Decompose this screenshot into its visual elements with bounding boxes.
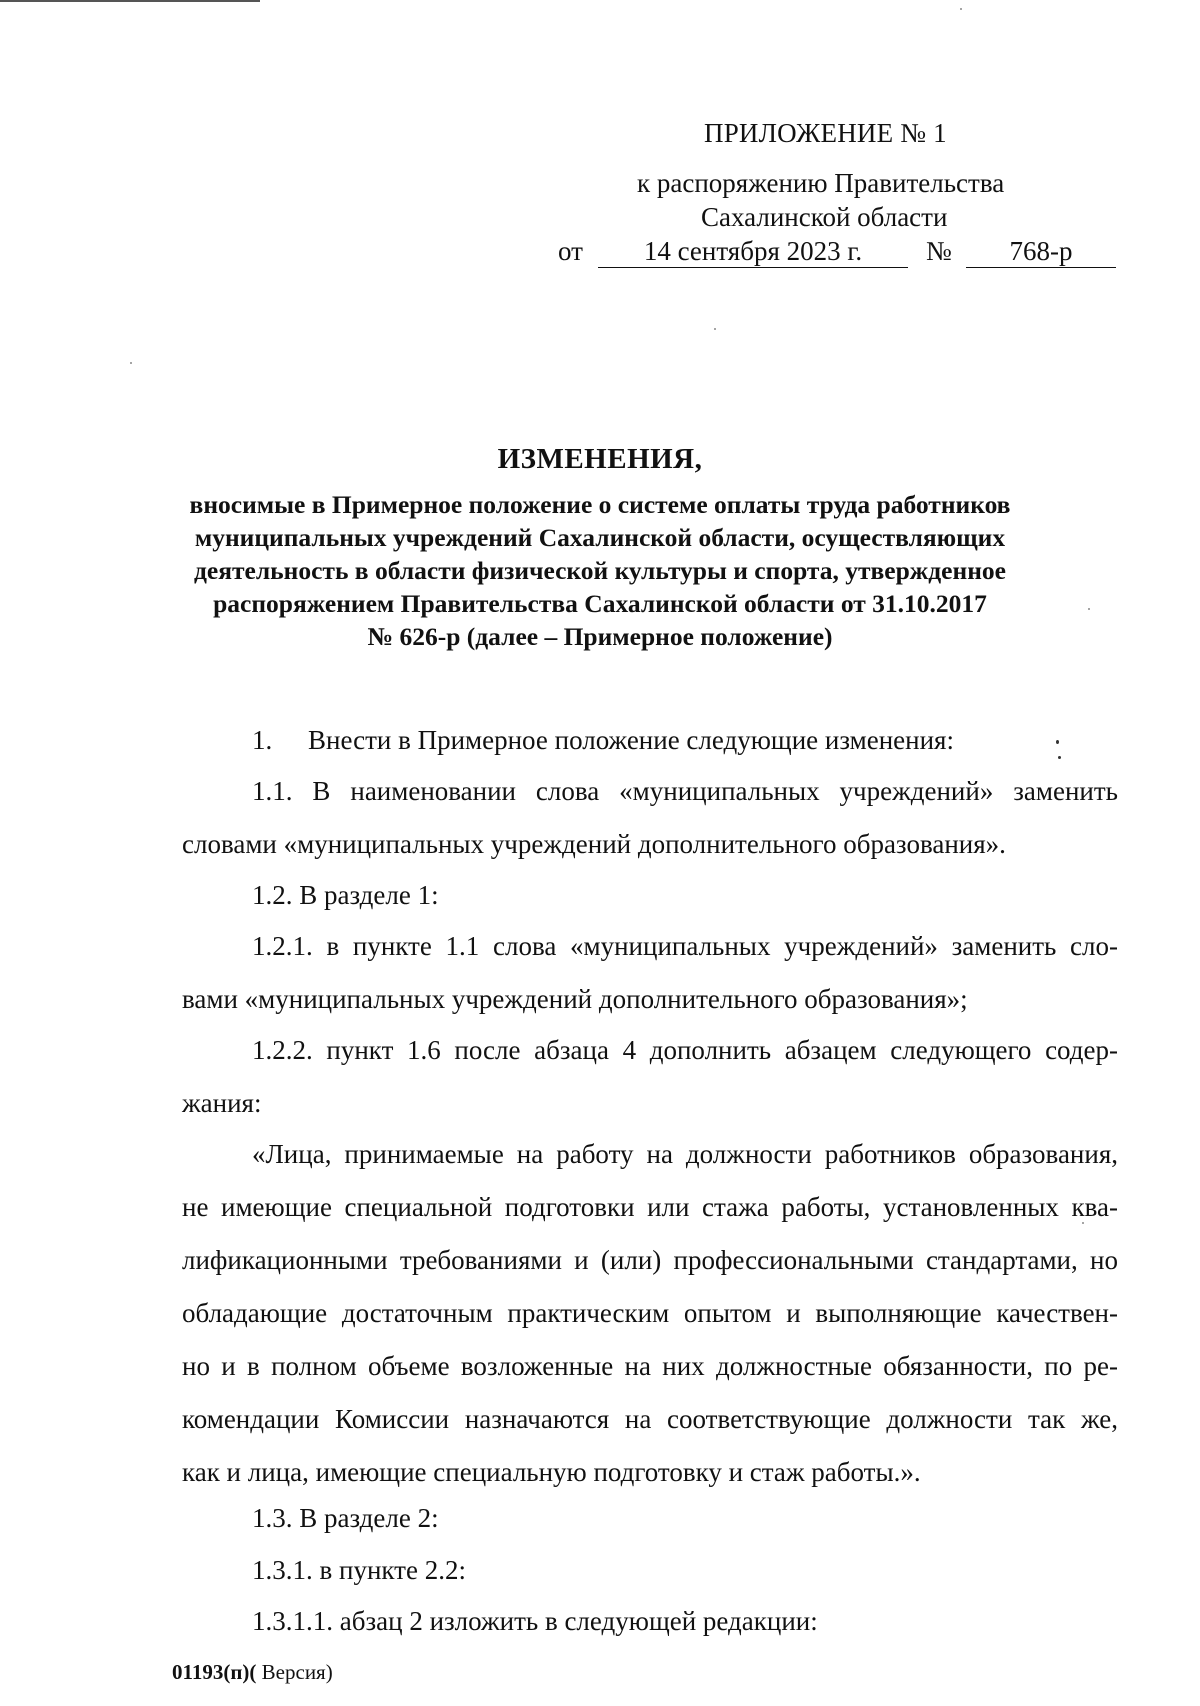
subheading-line: вносимые в Примерное положение о системе оплаты труда работников — [189, 490, 1011, 519]
scan-speck — [960, 8, 962, 10]
paragraph-1-1 — [182, 776, 1118, 882]
document-heading: ИЗМЕНЕНИЯ, — [497, 443, 703, 475]
paragraph-line: «Лица, принимаемые на работу на должности работников образования, — [252, 1139, 1118, 1169]
number-label: № — [926, 236, 952, 266]
scan-speck — [1056, 740, 1059, 744]
paragraph-line: 1.2.1. в пункте 1.1 слова «муниципальных учреждений» заменить сло- — [252, 931, 1118, 961]
subheading-line: деятельность в области физической культуры и спорта, утвержденное — [194, 556, 1006, 585]
document-subheading — [160, 488, 1040, 653]
paragraph-line: обладающие достаточным практическим опытом и выполняющие качествен- — [182, 1298, 1118, 1328]
from-label: от — [558, 236, 583, 266]
paragraph-line: вами «муниципальных учреждений дополнительного образования»; — [182, 984, 968, 1014]
paragraph-line: 1.2.2. пункт 1.6 после абзаца 4 дополнить абзацем следующего содер- — [252, 1035, 1118, 1065]
order-date: 14 сентября 2023 г. — [598, 236, 908, 268]
paragraph-1-text: Внести в Примерное положение следующие изменения: — [308, 725, 954, 755]
scan-speck — [714, 328, 716, 330]
appendix-region-line: Сахалинской области — [701, 202, 948, 232]
paragraph-line: не имеющие специальной подготовки или стажа работы, установленных ква- — [182, 1192, 1118, 1222]
paragraph-line: жания: — [182, 1088, 262, 1118]
footer-version: Версия) — [256, 1660, 333, 1684]
paragraph-1-3-1-1: 1.3.1.1. абзац 2 изложить в следующей редакции: — [252, 1606, 818, 1636]
paragraph-1-2-2 — [182, 1035, 1118, 1141]
paragraph-1-number: 1. — [252, 725, 273, 755]
subheading-line: распоряжением Правительства Сахалинской области от 31.10.2017 — [213, 589, 987, 618]
paragraph-line: комендации Комиссии назначаются на соответствующие должности так же, — [182, 1404, 1118, 1434]
subheading-line: № 626-р (далее – Примерное положение) — [367, 622, 833, 651]
order-number: 768-р — [966, 236, 1116, 268]
paragraph-1-2-1 — [182, 931, 1118, 1037]
scan-speck — [130, 362, 132, 364]
paragraph-line: словами «муниципальных учреждений дополнительного образования». — [182, 829, 1006, 859]
quoted-amendment-text — [182, 1139, 1118, 1510]
paragraph-line: 1.1. В наименовании слова «муниципальных учреждений» заменить — [252, 776, 1118, 806]
paragraph-1-3: 1.3. В разделе 2: — [252, 1503, 439, 1533]
paragraph-line: лификационными требованиями и (или) профессиональными стандартами, но — [182, 1245, 1118, 1275]
paragraph-1-3-1: 1.3.1. в пункте 2.2: — [252, 1555, 466, 1585]
scan-speck — [1088, 608, 1090, 610]
paragraph-line: но и в полном объеме возложенные на них должностные обязанности, по ре- — [182, 1351, 1118, 1381]
footer-document-code — [172, 1660, 333, 1685]
paragraph-1-2: 1.2. В разделе 1: — [252, 880, 439, 910]
subheading-line: муниципальных учреждений Сахалинской области, осуществляющих — [194, 523, 1006, 552]
scan-edge-line — [0, 0, 260, 2]
footer-code: 01193(п)( — [172, 1660, 257, 1684]
scan-speck — [1058, 756, 1061, 759]
paragraph-line: как и лица, имеющие специальную подготовку и стаж работы.». — [182, 1457, 921, 1487]
appendix-reference-line: к распоряжению Правительства — [637, 168, 1005, 198]
appendix-title: ПРИЛОЖЕНИЕ № 1 — [704, 118, 947, 148]
